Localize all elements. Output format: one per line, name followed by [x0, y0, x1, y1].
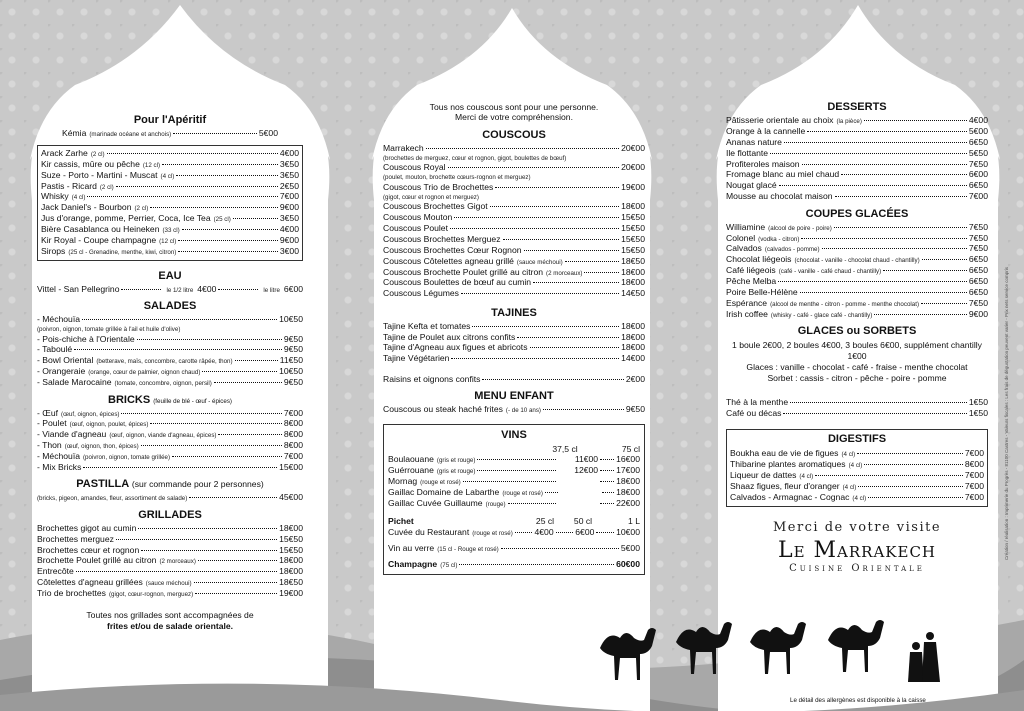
tajines-item: Tajine Végétarien 14€00 — [383, 353, 645, 364]
grillades-item: Brochettes merguez 15€50 — [37, 533, 303, 544]
salades-item: - Pois-chiche à l'Orientale 9€50 — [37, 333, 303, 344]
enfant-title: MENU ENFANT — [474, 390, 554, 403]
the-row: Thé à la menthe 1€50 — [726, 397, 988, 408]
digestifs-title: DIGESTIFS — [827, 433, 887, 446]
couscous-item: Couscous Poulet 15€50 — [383, 222, 645, 233]
aperitif-item: Arack Zarhe (2 cl) 4€00 — [41, 147, 299, 158]
bricks-item: - Mix Bricks 15€00 — [37, 461, 303, 472]
glaces-info: 1 boule 2€00, 2 boules 4€00, 3 boules 6€00, supplément chantilly 1€00 Glaces : vanille - chocolat - café - fraise - menthe chocolat Sorbet : cassis - citron - pêche - poire - pomme — [732, 340, 982, 384]
aperitif-item: Kir Royal - Coupe champagne (12 cl) 9€00 — [41, 235, 299, 246]
desserts-item: Orange à la cannelle 5€00 — [726, 125, 988, 136]
vin-item: Gaillac Domaine de Labarthe (rouge et rosé) 18€00 — [388, 487, 640, 498]
vins-title: VINS — [501, 428, 527, 441]
coupes-item: Colonel (vodka - citron) 7€50 — [726, 232, 988, 243]
aperitif-item: Pastis - Ricard (2 cl) 2€50 — [41, 180, 299, 191]
eau-row: Vittel - San Pellegrino le 1/2 litre 4€00 le litre 6€00 — [37, 283, 304, 294]
vins-header: 37,5 cl 75 cl — [552, 443, 640, 454]
cuvee-row: Cuvée du Restaurant (rouge et rosé) 4€00 6€00 10€00 — [388, 527, 640, 538]
desserts-item: Profiteroles maison 7€50 — [726, 158, 988, 169]
grillades-item: Brochette Poulet grillé au citron (2 morceaux) 18€00 — [37, 555, 303, 566]
coupes-item: Pêche Melba 6€50 — [726, 276, 988, 287]
champagne-row: Champagne (75 cl) 60€00 — [388, 559, 640, 570]
right-menu-panel — [726, 102, 988, 574]
aperitif-item: Jus d'orange, pomme, Perrier, Coca, Ice Tea (25 cl) 3€50 — [41, 213, 299, 224]
pastilla-title: PASTILLA (sur commande pour 2 personnes) — [76, 478, 264, 491]
salades-item: - Méchouïa 10€50 — [37, 314, 303, 325]
brand-thanks: Merci de votre visite — [772, 519, 942, 535]
couscous-item: Couscous Brochettes Merguez 15€50 — [383, 233, 645, 244]
couscous-item: Couscous Brochettes Cœur Rognon 15€50 — [383, 244, 645, 255]
aperitif-list — [37, 145, 303, 260]
item-note: (poulet, mouton, brochette cœurs-rognon et merguez) — [383, 174, 531, 182]
coupes-item: Williamine (alcool de poire - poire) 7€50 — [726, 221, 988, 232]
grillades-item: Brochettes gigot au cumin 18€00 — [37, 522, 303, 533]
bricks-list — [37, 409, 303, 474]
bricks-item: - Thon (œuf, oignon, thon, épices) 8€00 — [37, 440, 303, 451]
item-note: (brochettes de merguez, cœur et rognon, gigot, boulettes de bœuf) — [383, 154, 567, 162]
digestifs-item: Liqueur de dattes (4 cl) 7€00 — [730, 470, 984, 481]
desserts-title: DESSERTS — [827, 101, 887, 113]
vin-item: Guérrouane (gris et rouge) 12€00 17€00 — [388, 465, 640, 476]
digestifs-list — [730, 449, 984, 503]
aperitif-item: Jack Daniel's - Bourbon (2 cl) 9€00 — [41, 202, 299, 213]
aperitif-item: Kir cassis, mûre ou pêche (12 cl) 3€50 — [41, 158, 299, 169]
couscous-item: Couscous Légumes 14€50 — [383, 288, 645, 299]
raisins-row: Raisins et oignons confits 2€00 — [383, 373, 645, 384]
pastilla-row: (bricks, pigeon, amandes, fleur, assortiment de salade) 45€00 — [37, 492, 303, 503]
aperitif-item: Bière Casablanca ou Heineken (33 cl) 4€00 — [41, 224, 299, 235]
vin-item: Boulaouane (gris et rouge) 11€00 16€00 — [388, 454, 640, 465]
couscous-item: Couscous Royal 20€00 — [383, 162, 645, 173]
couscous-list — [383, 144, 645, 300]
salades-title: SALADES — [143, 300, 197, 313]
bricks-item: - Méchouïa (poivron, oignon, tomate grillée) 7€00 — [37, 451, 303, 462]
bricks-item: - Œuf (œuf, oignon, épices) 7€00 — [37, 407, 303, 418]
grillades-list — [37, 524, 303, 600]
digestifs-item: Thibarine plantes aromatiques (4 cl) 8€00 — [730, 459, 984, 470]
item-note: (gigot, cœur et rognon et merguez) — [383, 193, 479, 201]
couscous-intro: Tous nos couscous sont pour une personne. Merci de votre compréhension. — [429, 102, 599, 122]
salades-item: - Taboulé 9€50 — [37, 344, 303, 355]
enfant-row: Couscous ou steak haché frites (- de 10 ans) 9€50 — [383, 404, 645, 415]
tajines-title: TAJINES — [491, 306, 537, 319]
brand-name: Le Marrakech — [777, 537, 937, 563]
digestifs-item: Calvados - Armagnac - Cognac (4 cl) 7€00 — [730, 491, 984, 502]
aperitif-item: Suze - Porto - Martini - Muscat (4 cl) 3€50 — [41, 169, 299, 180]
cafe-row: Café ou décas 1€50 — [726, 408, 988, 419]
couscous-item: Couscous Trio de Brochettes 19€00 — [383, 181, 645, 192]
bricks-item: - Viande d'agneau (œuf, oignon, viande d'agneau, épices) 8€00 — [37, 429, 303, 440]
grillades-title: GRILLADES — [138, 508, 202, 521]
grillades-item: Entrecôte 18€00 — [37, 566, 303, 577]
brand-block — [726, 521, 988, 574]
grillades-footer: Toutes nos grillades sont accompagnées de frites et/ou de salade orientale. — [86, 609, 254, 631]
couscous-item: Marrakech 20€00 — [383, 143, 645, 153]
desserts-item: Nougat glacé 6€50 — [726, 180, 988, 191]
pichet-header: Pichet 25 cl 50 cl 1 L — [388, 516, 640, 527]
couscous-item: Couscous Mouton 15€50 — [383, 212, 645, 223]
vins-list — [388, 455, 640, 509]
grillades-item: Brochettes cœur et rognon 15€50 — [37, 544, 303, 555]
tajines-item: Tajine d'Agneau aux figues et abricots 18€00 — [383, 342, 645, 353]
kemia-row: Kémia (marinade océane et anchois) 5€00 — [62, 128, 278, 138]
grillades-item: Trio de brochettes (gigot, cœur-rognon, merguez) 19€00 — [37, 588, 303, 599]
coupes-item: Irish coffee (whisky - café - glace café - chantilly) 9€00 — [726, 308, 988, 319]
coupes-title: COUPES GLACÉES — [805, 207, 909, 220]
coupes-list — [726, 223, 988, 321]
digestifs-item: Shaaz figues, fleur d'oranger (4 cl) 7€00 — [730, 481, 984, 492]
couscous-item: Couscous Côtelettes agneau grillé (sauce méchoui) 18€50 — [383, 255, 645, 266]
desserts-item: Fromage blanc au miel chaud 6€00 — [726, 169, 988, 180]
coupes-item: Chocolat liégeois (chocolat - vanille - chocolat chaud - chantilly) 6€50 — [726, 254, 988, 265]
tajines-item: Tajine Kefta et tomates 18€00 — [383, 320, 645, 331]
camel-caravan-icon — [590, 612, 950, 692]
couscous-item: Couscous Boulettes de bœuf au cumin 18€00 — [383, 277, 645, 288]
side-legal-text: Création / réalisation : Imprimerie du Progrès - 81100 Castres - Valeurs fiscales : Les frais de dégustation peuvent varier - Prix nets service compris — [1004, 267, 1009, 560]
brand-tagline: Cuisine Orientale — [789, 562, 925, 574]
salades-item: - Salade Marocaine (tomate, concombre, oignon, persil) 9€50 — [37, 377, 303, 388]
aperitif-title: Pour l'Apéritif — [133, 114, 207, 126]
salades-item: - Bowl Oriental (betterave, maïs, concombre, carotte râpée, thon) 11€50 — [37, 355, 303, 366]
coupes-item: Espérance (alcool de menthe - citron - pomme - menthe chocolat) 7€50 — [726, 297, 988, 308]
bricks-title: BRICKS (feuille de blé - œuf - épices) — [108, 393, 232, 406]
coupes-item: Calvados (calvados - pomme) 7€50 — [726, 243, 988, 254]
desserts-item: Ile flottante 5€50 — [726, 147, 988, 158]
couscous-item: Couscous Brochette Poulet grillé au citron (2 morceaux) 18€00 — [383, 266, 645, 277]
salades-item: - Orangeraie (orange, cœur de palmier, oignon chaud) 10€50 — [37, 366, 303, 377]
middle-menu-panel — [383, 102, 645, 575]
desserts-item: Mousse au chocolat maison 7€00 — [726, 191, 988, 202]
glaces-title: GLACES ou SORBETS — [797, 325, 917, 338]
digestifs-box — [726, 429, 988, 506]
vin-item: Gaillac Cuvée Guillaume (rouge) 22€00 — [388, 497, 640, 508]
aperitif-item: Sirops (25 cl - Grenadine, menthe, kiwi, citron) 3€00 — [41, 245, 299, 256]
aperitif-item: Whisky (4 cl) 7€00 — [41, 191, 299, 202]
tajines-item: Tajine de Poulet aux citrons confits 18€00 — [383, 331, 645, 342]
salades-list — [37, 315, 303, 388]
vin-item: Mornag (rouge et rosé) 18€00 — [388, 476, 640, 487]
verre-row: Vin au verre (15 cl - Rouge et rosé) 5€00 — [388, 542, 640, 553]
desserts-item: Pâtisserie orientale au choix (la pièce) 4€00 — [726, 115, 988, 125]
couscous-item: Couscous Brochettes Gigot 18€00 — [383, 201, 645, 212]
tajines-list — [383, 322, 645, 365]
left-menu-panel — [37, 113, 303, 632]
couscous-title: COUSCOUS — [482, 129, 546, 141]
desserts-item: Ananas nature 6€50 — [726, 136, 988, 147]
eau-title: EAU — [158, 269, 182, 282]
item-note: (poivron, oignon, tomate grillée à l'ail et huile d'olive) — [37, 326, 181, 334]
coupes-item: Café liégeois (café - vanille - café chaud - chantilly) 6€50 — [726, 265, 988, 276]
desserts-list — [726, 116, 988, 203]
bricks-item: - Poulet (œuf, oignon, poulet, épices) 8€00 — [37, 418, 303, 429]
allergens-note: Le détail des allergènes est disponible à la caisse — [790, 697, 926, 704]
digestifs-item: Boukha eau de vie de figues (4 cl) 7€00 — [730, 448, 984, 459]
vins-box — [383, 424, 645, 575]
grillades-item: Côtelettes d'agneau grillées (sauce méchoui) 18€50 — [37, 577, 303, 588]
coupes-item: Poire Belle-Hélène 6€50 — [726, 286, 988, 297]
